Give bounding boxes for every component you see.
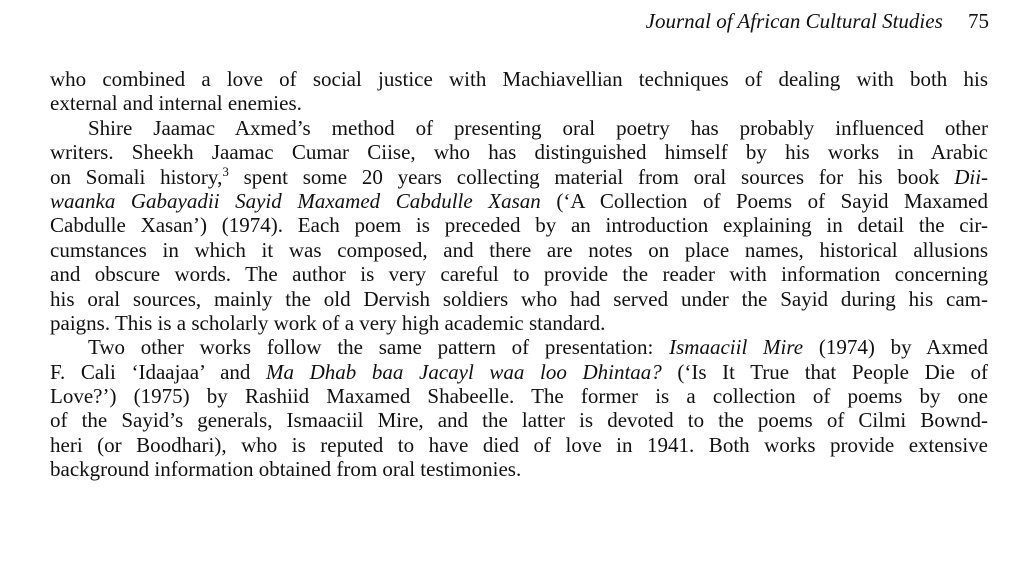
paragraph [50, 67, 988, 116]
text-segment: who combined a love of social justice with Machiavellian techniques of dealing with both his [50, 67, 988, 91]
text-segment: background information obtained from oral testimonies. [50, 457, 522, 482]
text-segment: writers. Sheekh Jaamac Cumar Ciise, who has distinguished himself by his works in Arabic [50, 140, 988, 165]
text-line [50, 238, 988, 262]
text-segment: paigns. This is a scholarly work of a very high academic standard. [50, 310, 606, 335]
running-head [646, 8, 989, 34]
text-line [50, 262, 988, 286]
text-line [50, 335, 988, 359]
text-segment: Two other works follow the same pattern of presentation: [88, 335, 670, 360]
text-line [50, 360, 988, 384]
text-line [50, 384, 988, 408]
text-segment: cumstances in which it was composed, and there are notes on place names, historical allusions [50, 237, 988, 262]
text-line [50, 140, 988, 164]
text-line [50, 189, 988, 213]
text-line [50, 433, 988, 457]
text-segment: (‘Is It True that People Die of [661, 359, 988, 384]
text-line [50, 67, 988, 91]
text-line [50, 213, 988, 237]
text-segment: of the Sayid’s generals, Ismaaciil Mire, and the latter is devoted to the poems of Cilmi Bownd- [50, 408, 988, 433]
text-line [50, 311, 988, 335]
italic-title: Ismaaciil Mire [669, 335, 804, 360]
text-segment: F. Cali ‘Idaajaa’ and [50, 359, 267, 384]
text-segment: Shire Jaamac Axmed’s method of presenting oral poetry has probably influenced other [88, 115, 988, 140]
text-segment: (‘A Collection of Poems of Sayid Maxamed [540, 188, 988, 213]
footnote-marker: 3 [222, 163, 229, 179]
italic-title: Ma Dhab baa Jacayl waa loo Dhintaa? [266, 359, 662, 384]
text-segment: Love?’) (1975) by Rashiid Maxamed Shabeelle. The former is a collection of poems by one [50, 384, 988, 409]
journal-title: Journal of African Cultural Studies [645, 9, 943, 33]
text-segment: his oral sources, mainly the old Dervish soldiers who had served under the Sayid during his cam- [50, 286, 988, 311]
text-line [50, 457, 988, 481]
text-segment: spent some 20 years collecting material from oral sources for his book [228, 164, 955, 189]
text-line [50, 287, 988, 311]
text-segment: heri (or Boodhari), who is reputed to have died of love in 1941. Both works provide extensive [50, 432, 988, 457]
text-line [50, 116, 988, 140]
text-line [50, 91, 988, 115]
italic-title: waanka Gabayadii Sayid Maxamed Cabdulle Xasan [50, 188, 541, 213]
paragraph [50, 116, 988, 336]
text-segment: on Somali history, [50, 164, 223, 189]
body-text [50, 67, 988, 482]
text-line [50, 408, 988, 432]
paragraph [50, 335, 988, 481]
text-segment: Cabdulle Xasan’) (1974). Each poem is preceded by an introduction explaining in detail the cir- [50, 213, 988, 238]
page-number: 75 [968, 9, 989, 33]
text-line [50, 165, 988, 189]
text-segment: and obscure words. The author is very careful to provide the reader with information concerning [50, 262, 988, 287]
text-segment: external and internal enemies. [50, 91, 302, 116]
italic-title: Dii- [954, 164, 989, 189]
text-segment: (1974) by Axmed [803, 335, 988, 360]
